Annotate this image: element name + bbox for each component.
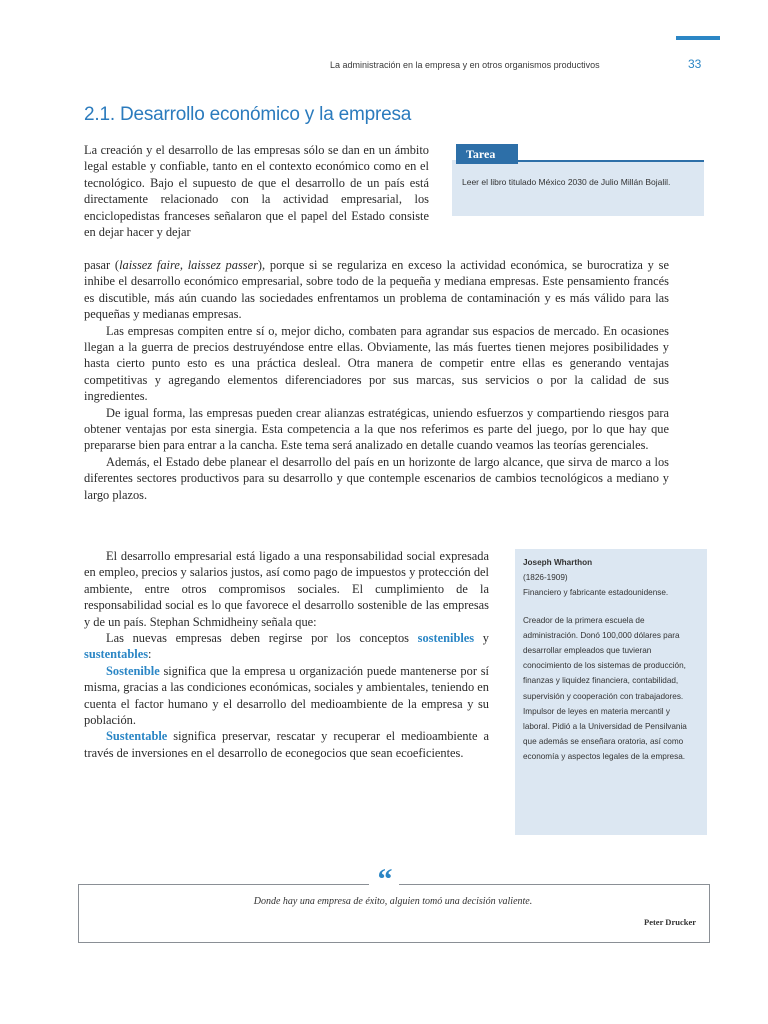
secondary-text-block [84,548,489,761]
tarea-label: Tarea [456,144,518,164]
paragraph-3: De igual forma, las empresas pueden crear alianzas estratégicas, uniendo esfuerzos y compartiendo riesgos para obtener ventajas por esta sinergia. Esta competencia a la que nos referimos es parte del juego, por lo que hay que prepararse bien para entrar a la cancha. Este tema será analizado en detalle cuando veamos las teorías gerenciales. [84,405,669,453]
paragraph-1: pasar (laissez faire, laissez passer), porque si se regulariza en exceso la actividad económica, se burocratiza y se inhibe el desarrollo económico empresarial, sobre todo de la pequeña y mediana empresas. Este pensamiento francés es discutible, más aún cuando las sociedades enfrentamos un problema de contaminación y es más válido para las pequeñas y medianas empresas. [84,258,669,322]
quote-top-rule-right [399,884,709,885]
intro-paragraph [84,142,429,240]
quote-top-rule-left [78,884,369,885]
biography-box [515,549,707,835]
paragraph-7: Sostenible significa que la empresa u organización puede mantenerse por sí misma, gracias a las condiciones económicas, sociales y ambientales, teniendo en cuenta el factor humano y el desarrollo del medioambiente de la empresa y su población. [84,663,489,728]
paragraph-6: Las nuevas empresas deben regirse por los conceptos sostenibles y sustentables: [84,631,489,662]
paragraph-8: Sustentable significa preservar, rescatar y recuperar el medioambiente a través de inversiones en el desarrollo de econegocios que sean ecoeficientes. [84,729,489,760]
tarea-text: Leer el libro titulado México 2030 de Julio Millán Bojalil. [462,177,671,187]
bio-role: Financiero y fabricante estadounidense. [523,588,669,598]
paragraph-2: Las empresas compiten entre sí o, mejor dicho, combaten para agrandar sus espacios de mercado. En ocasiones llegan a la guerra de precios destruyéndose entre ellas. Obviamente, las más fuertes tienen mejores posibilidades y hasta cierto punto esto es una práctica desleal. Otra manera de competir entre ellas es generando ventajas competitivas y agregando elementos diferenciadores por sus marcas, sus servicios o por la calidad de sus ingredientes. [84,323,669,404]
keyword-sustentables: sustentables [84,647,149,662]
keyword-sustentable: Sustentable [106,729,168,744]
paragraph-5: El desarrollo empresarial está ligado a una responsabilidad social expresada en empleo, precios y salarios justos, así como pago de impuestos y protección del ambiente, entre otros compromisos sociales. El cumplimiento de la responsabilidad social es lo que favorece el desarrollo sostenible de las empresas y de un país. Stephan Schmidheiny señala que: [84,549,489,629]
tarea-box [452,160,704,216]
bio-text: Creador de la primera escuela de administración. Donó 100,000 dólares para desarrollar empleados que tuvieran conocimiento de los sistemas de producción, finanzas y liquidez financiera, contabilidad, supervisión y cooperación con trabajadores. Impulsor de leyes en materia mercantil y laboral. Pidió a la Universidad de Pensilvania que además se enseñara oratoria, así como economía y aspectos legales de la empresa. [523,615,687,762]
quote-text: Donde hay una empresa de éxito, alguien tomó una decisión valiente. [253,896,533,907]
latin-phrase: laissez faire, laissez passer [119,258,258,272]
running-head: La administración en la empresa y en otros organismos productivos [330,60,600,70]
header-accent-bar [676,36,720,40]
quote-author: Peter Drucker [644,917,696,927]
page-number: 33 [688,57,702,71]
keyword-sostenible: Sostenible [106,663,160,678]
main-text-block [84,257,669,503]
bio-name: Joseph Wharthon [523,558,593,567]
section-title: 2.1. Desarrollo económico y la empresa [84,104,412,125]
quote-box [78,884,710,943]
paragraph-4: Además, el Estado debe planear el desarrollo del país en un horizonte de largo alcance, que sirva de marco a los diferentes sectores productivos para su desarrollo y que contemple escenarios de cambios tecnológicos a mediano y largo plazos. [84,454,669,502]
quote-icon: “ [377,863,393,896]
tarea-rule [518,160,704,162]
bio-years: (1826-1909) [523,573,568,583]
intro-text: La creación y el desarrollo de las empresas sólo se dan en un ámbito legal estable y confiable, tanto en el contexto económico como en el tecnológico. Bajo el supuesto de que el desarrollo de un país está directamente relacionado con la actividad empresarial, los enciclopedistas franceses señalaron que el papel del Estado consiste en dejar hacer y dejar [84,143,429,240]
keyword-sostenibles: sostenibles [417,631,475,646]
